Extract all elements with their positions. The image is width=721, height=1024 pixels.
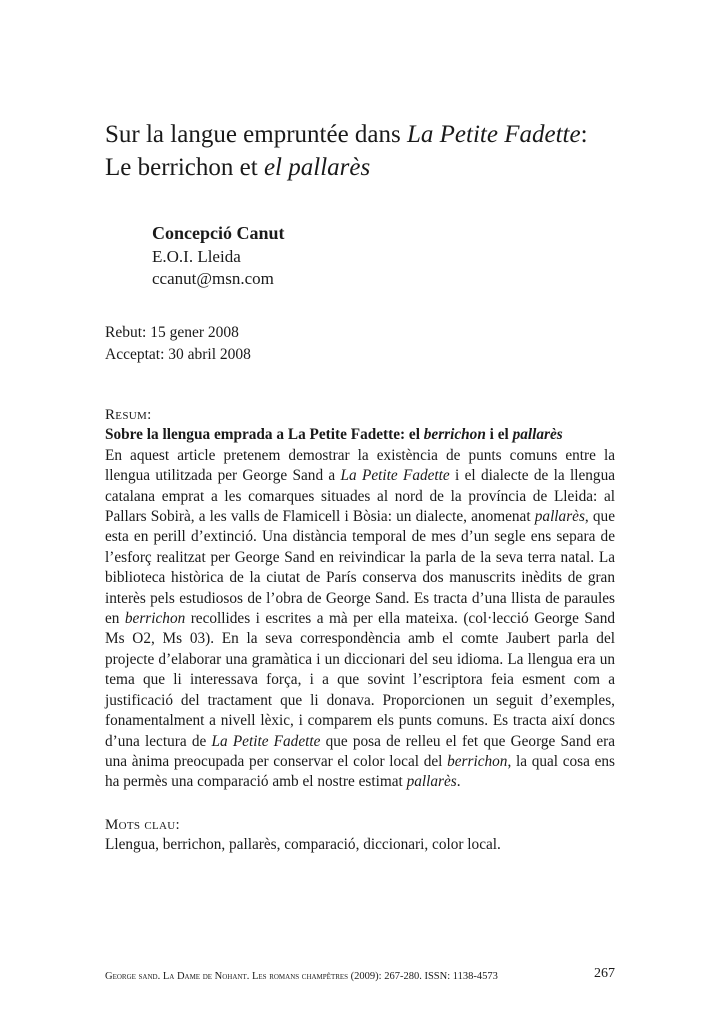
keywords-text: Llengua, berrichon, pallarès, comparació, diccionari, color local. [105, 836, 501, 854]
abstract-text: que posa de relleu el fet que George Sand era una ànima preocupada per conservar el color local del [105, 732, 615, 770]
abstract-text: recollides i escrites a mà per ella mateixa. (col·lecció George Sand Ms O2, Ms 03). En la seva correspondència amb el comte Jaubert parla del projecte d’elaborar una gramàtica i un diccionari del seu idioma. La llengua era un tema que li interessava força, i a que sovint l’escriptora feia esment com a justificació del tractament que li donava. Proporcionen un seguit d’exemples, fonamentalment a nivell lèxic, i comparem els punts comuns. Es tracta així doncs d’una lectura de [105, 610, 615, 750]
abstract-title-text: i el [485, 426, 513, 444]
title-line-1 [105, 118, 665, 151]
title-italic: La Petite Fadette [407, 121, 581, 148]
author-email: ccanut@msn.com [152, 269, 274, 288]
title-line-2 [105, 151, 665, 184]
abstract-section [105, 405, 615, 793]
abstract-title-italic: berrichon [423, 426, 486, 444]
abstract-body [105, 446, 615, 793]
dates-block [105, 322, 251, 366]
abstract-text: , que esta en perill d’extinció. Una distància temporal de mes d’un segle ens separa de l’esforç realitzat per George Sand en reivindicar la parla de la seva terra natal. La biblioteca històrica de la ciutat de París conserva dos manuscrits inèdits de gran interès pels estudiosos de l’obra de George Sand. Es tracta d’una llista de paraules en [105, 508, 615, 628]
abstract-italic: pallarès [534, 508, 585, 526]
abstract-title-italic: pallarès [512, 426, 563, 444]
title-text: : [580, 121, 588, 148]
abstract-italic: berrichon [124, 610, 186, 628]
keywords-section [105, 815, 615, 856]
abstract-italic: berrichon [447, 752, 508, 770]
page-number: 267 [594, 966, 615, 981]
abstract-italic: pallarès [406, 773, 457, 791]
abstract-text: En aquest article pretenem demostrar la existència de punts comuns entre la llengua utilitzada per George Sand a [105, 446, 615, 485]
received-date: Rebut: 15 gener 2008 [105, 324, 239, 341]
abstract-label: Resum: [105, 407, 152, 423]
author-affiliation: E.O.I. Lleida [152, 247, 241, 266]
footer-citation: George sand. La Dame de Nohant. Les romans champêtres (2009): 267-280. ISSN: 1138-4573 [105, 971, 498, 982]
author-name: Concepció Canut [152, 223, 285, 243]
abstract-title [105, 425, 615, 445]
title-italic: el pallarès [263, 154, 371, 181]
author-block [152, 220, 285, 290]
abstract-title-text: Sobre la llengua emprada a La Petite Fadette: el [105, 426, 424, 444]
abstract-text: . [456, 773, 461, 791]
article-title [105, 118, 665, 184]
abstract-italic: La Petite Fadette [211, 732, 321, 750]
title-text: Sur la langue empruntée dans [105, 121, 407, 148]
keywords-label: Mots clau: [105, 817, 180, 833]
abstract-text: , la qual cosa ens ha permès una comparació amb el nostre estimat [105, 752, 615, 791]
accepted-date: Acceptat: 30 abril 2008 [105, 346, 251, 363]
title-text: Le berrichon et [105, 154, 264, 181]
abstract-italic: La Petite Fadette [340, 467, 450, 485]
abstract-text: i el dialecte de la llengua catalana emprat a les comarques situades al nord de la província de Lleida: al Pallars Sobirà, a les valls de Flamicell i Bòsia: un dialecte, anomenat [105, 467, 616, 526]
page-footer [105, 966, 615, 984]
